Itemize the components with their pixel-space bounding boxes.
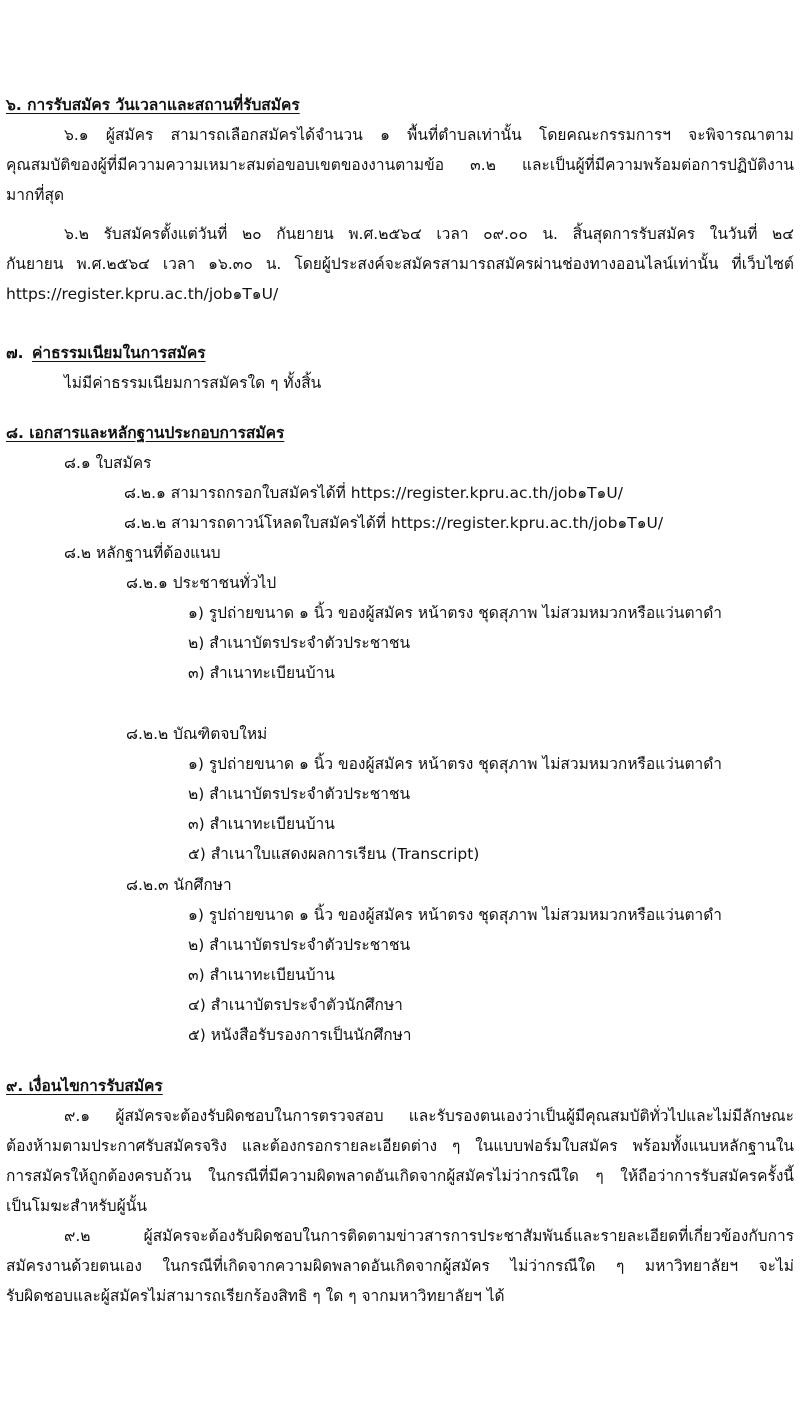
list-item: ๔) สำเนาบัตรประจำตัวนักศึกษา: [188, 996, 403, 1014]
list-item: ๕) หนังสือรับรองการเป็นนักศึกษา: [188, 1026, 412, 1044]
evidence-title: ๘.๒ หลักฐานที่ต้องแนบ: [64, 544, 221, 562]
section-9-2-line-2: สมัครงานด้วยตนเอง ในกรณีที่เกิดจากความผิดพลาดอันเกิดจากผู้สมัคร ไม่ว่ากรณีใด ๆ มหาวิทยาลัยฯ จะไม่: [6, 1257, 794, 1275]
section-9-1-line-2: ต้องห้ามตามประกาศรับสมัครจริง และต้องกรอกรายละเอียดต่าง ๆ ในแบบฟอร์มใบสมัคร พร้อมทั้งแนบหลักฐานใน: [6, 1137, 794, 1155]
section-6-1-line-3: มากที่สุด: [6, 186, 65, 204]
list-item: ๒) สำเนาบัตรประจำตัวประชาชน: [188, 785, 411, 803]
section-6-2-line-1: ๖.๒ รับสมัครตั้งแต่วันที่ ๒๐ กันยายน พ.ศ.๒๕๖๔ เวลา ๐๙.๐๐ น. สิ้นสุดการรับสมัคร ในวันที่ ๒๔: [64, 225, 794, 243]
section-9-2-line-3: รับผิดชอบและผู้สมัครไม่สามารถเรียกร้องสิทธิ ๆ ใด ๆ จากมหาวิทยาลัยฯ ได้: [6, 1287, 505, 1305]
section-8-heading: ๘. เอกสารและหลักฐานประกอบการสมัคร: [6, 424, 285, 442]
section-6-heading: ๖. การรับสมัคร วันเวลาและสถานที่รับสมัคร: [6, 96, 300, 114]
section-9-2-line-1: ๙.๒ ผู้สมัครจะต้องรับผิดชอบในการติดตามข่าวสารการประชาสัมพันธ์และรายละเอียดที่เกี่ยวข้องกับการ: [64, 1227, 794, 1245]
list-item: ๒) สำเนาบัตรประจำตัวประชาชน: [188, 936, 411, 954]
registration-url-link[interactable]: https://register.kpru.ac.th/job๑T๑U/: [6, 285, 279, 303]
section-9-1-line-4: เป็นโมฆะสำหรับผู้นั้น: [6, 1197, 147, 1215]
section-6-1-line-1: ๖.๑ ผู้สมัคร สามารถเลือกสมัครได้จำนวน ๑ พื้นที่ตำบลเท่านั้น โดยคณะกรรมการฯ จะพิจารณาตาม: [64, 126, 794, 144]
list-item: ๓) สำเนาทะเบียนบ้าน: [188, 966, 335, 984]
section-7-body: ไม่มีค่าธรรมเนียมการสมัครใด ๆ ทั้งสิ้น: [64, 374, 322, 392]
list-item: ๑) รูปถ่ายขนาด ๑ นิ้ว ของผู้สมัคร หน้าตรง ชุดสุภาพ ไม่สวมหมวกหรือแว่นตาดำ: [188, 755, 722, 773]
list-item: ๓) สำเนาทะเบียนบ้าน: [188, 664, 335, 682]
group-student-title: ๘.๒.๓ นักศึกษา: [126, 876, 232, 894]
form-item-download: ๘.๒.๒ สามารถดาวน์โหลดใบสมัครได้ที่ https://register.kpru.ac.th/job๑T๑U/: [124, 514, 664, 532]
group-general-public-title: ๘.๒.๑ ประชาชนทั่วไป: [126, 574, 277, 592]
section-6-1-line-2: คุณสมบัติของผู้ที่มีความความเหมาะสมต่อขอบเขตของงานตามข้อ ๓.๒ และเป็นผู้ที่มีความพร้อมต่อการปฏิบัติงาน: [6, 156, 794, 174]
section-7-number: ๗.: [6, 344, 24, 362]
list-item: ๑) รูปถ่ายขนาด ๑ นิ้ว ของผู้สมัคร หน้าตรง ชุดสุภาพ ไม่สวมหมวกหรือแว่นตาดำ: [188, 906, 722, 924]
section-7-heading: ค่าธรรมเนียมในการสมัคร: [32, 344, 206, 362]
list-item: ๑) รูปถ่ายขนาด ๑ นิ้ว ของผู้สมัคร หน้าตรง ชุดสุภาพ ไม่สวมหมวกหรือแว่นตาดำ: [188, 604, 722, 622]
section-9-1-line-3: การสมัครให้ถูกต้องครบถ้วน ในกรณีที่มีความผิดพลาดอันเกิดจากผู้สมัครไม่ว่ากรณีใด ๆ ให้ถือว่าการรับสมัครครั้งนี้: [6, 1167, 794, 1185]
group-new-graduate-title: ๘.๒.๒ บัณฑิตจบใหม่: [126, 725, 268, 743]
list-item: ๓) สำเนาทะเบียนบ้าน: [188, 815, 335, 833]
form-title: ๘.๑ ใบสมัคร: [64, 454, 152, 472]
section-9-1-line-1: ๙.๑ ผู้สมัครจะต้องรับผิดชอบในการตรวจสอบ และรับรองตนเองว่าเป็นผู้มีคุณสมบัติทั่วไปและไม่มีลักษณะ: [64, 1107, 794, 1125]
section-9-heading: ๙. เงื่อนไขการรับสมัคร: [6, 1077, 163, 1095]
list-item: ๒) สำเนาบัตรประจำตัวประชาชน: [188, 634, 411, 652]
list-item: ๕) สำเนาใบแสดงผลการเรียน (Transcript): [188, 845, 480, 863]
section-6-2-line-2: กันยายน พ.ศ.๒๕๖๔ เวลา ๑๖.๓๐ น. โดยผู้ประสงค์จะสมัครสามารถสมัครผ่านช่องทางออนไลน์เท่านั้น ที่เว็บไซต์: [6, 255, 794, 273]
form-item-fill-online: ๘.๒.๑ สามารถกรอกใบสมัครได้ที่ https://register.kpru.ac.th/job๑T๑U/: [124, 484, 623, 502]
